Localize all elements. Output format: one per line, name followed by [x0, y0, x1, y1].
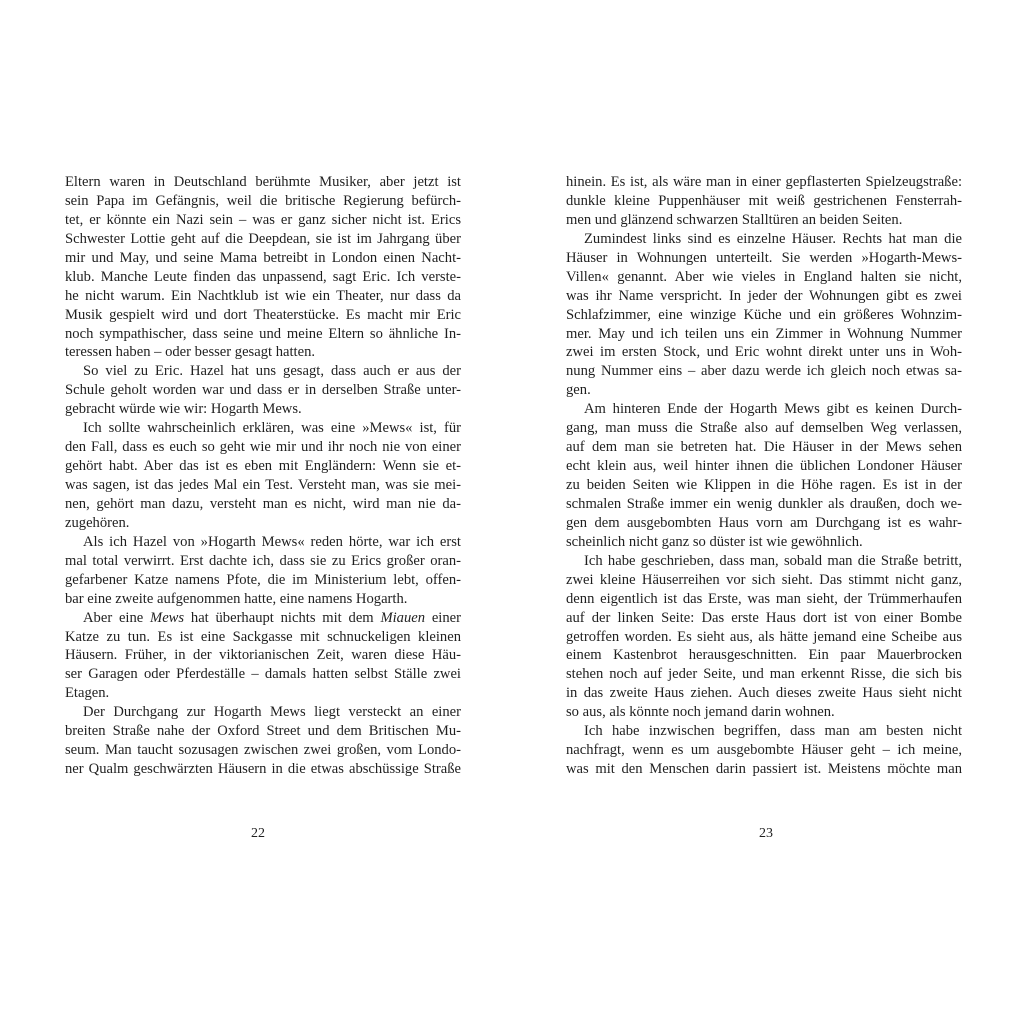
text-line: Zumindest links sind es einzelne Häuser. Rechts hat man die: [584, 230, 962, 247]
text-line: Musik gespielt wird und dort Theaterstücke. Es macht mir Eric: [65, 306, 461, 323]
text-line: den Fall, dass es euch so geht wie mir und ihr noch nie von einer: [65, 439, 461, 456]
text-line: stehen noch auf jeder Seite, und man erkennt Risse, die sich bis: [566, 666, 962, 683]
text-line: mer. May und ich teilen uns ein Zimmer in Wohnung Nummer: [566, 325, 962, 342]
text-line: ser Garagen oder Pferdeställe – damals hatten selbst Ställe zwei: [65, 666, 461, 683]
text-line: he nicht warum. Ein Nachtklub ist wie ein Theater, nur dass da: [65, 287, 461, 304]
text-line: gefarbener Katze namens Pfote, die im Ministerium lebt, offen-: [65, 571, 461, 588]
text-line: auf dem man sie betreten hat. Die Häuser in der Mews sehen: [566, 439, 962, 456]
text-line: So viel zu Eric. Hazel hat uns gesagt, dass auch er aus der: [83, 363, 461, 380]
text-segment: hat überhaupt nichts mit dem: [184, 609, 381, 626]
text-line: mal total verwirrt. Erst dachte ich, dass sie zu Erics großer oran-: [65, 552, 461, 569]
text-line: Etagen.: [65, 685, 110, 702]
text-line: gen dem ausgebombten Haus vorn am Durchgang ist es wahr-: [566, 514, 962, 531]
italic-word: Mews: [150, 609, 185, 626]
italic-word: Miauen: [380, 609, 426, 626]
text-line: Schlafzimmer, eine winzige Küche und ein größeres Wohnzim-: [566, 306, 962, 323]
text-line: denn eigentlich ist das Erste, was man sieht, der Trümmerhaufen: [566, 590, 962, 607]
text-line: nen, gehört man dazu, versteht man es nicht, wird man nie da-: [65, 495, 461, 512]
text-line: echt klein aus, weil hinter ihnen die üblichen Londoner Häuser: [566, 458, 962, 475]
text-line: tet, er könnte ein Nazi sein – was er ganz sicher nicht ist. Erics: [65, 211, 461, 228]
text-line: Am hinteren Ende der Hogarth Mews gibt es keinen Durch-: [584, 401, 962, 418]
text-line: was sagen, ist das jedes Mal ein Test. Versteht man, was sie mei-: [65, 477, 461, 493]
text-line: zu beiden Seiten wie Klippen in die Höhe ragen. Es ist in der: [566, 477, 962, 493]
text-line: Eltern waren in Deutschland berühmte Musiker, aber jetzt ist: [65, 174, 461, 190]
text-line: teressen haben – oder besser gesagt hatten.: [65, 344, 316, 361]
text-line: Schwester Lottie geht auf die Deepdean, sie ist im Jahrgang über: [65, 230, 461, 247]
text-line: gehört habt. Aber das ist es eben mit Engländern: Wenn sie et-: [65, 458, 461, 475]
left-page-text: [65, 173, 461, 779]
text-line: gen.: [566, 382, 591, 399]
text-line: zwei im ersten Stock, und Eric wohnt direkt unter uns in Woh-: [566, 344, 962, 361]
text-line: gang, man muss die Straße also auf demselben Weg verlassen,: [566, 420, 962, 437]
text-line: Häusern. Früher, in der viktorianischen Zeit, waren diese Häu-: [65, 647, 461, 664]
text-line: Häuser in Wohnungen unterteilt. Sie werden »Hogarth-Mews-: [566, 249, 962, 266]
left-page-number: 22: [251, 826, 265, 841]
text-segment: einer: [425, 609, 461, 626]
text-line: Ich sollte wahrscheinlich erklären, was eine »Mews« ist, für: [83, 420, 461, 437]
text-segment: Aber eine: [83, 609, 151, 626]
text-line: bar eine zweite aufgenommen hatte, eine namens Hogarth.: [65, 590, 408, 607]
text-line: seum. Man taucht sozusagen zwischen zwei großen, vom Londo-: [65, 742, 461, 759]
text-line: Katze zu tun. Es ist eine Sackgasse mit schnuckeligen kleinen: [65, 628, 461, 645]
right-page-text: [566, 173, 962, 779]
text-line: in das zweite Haus ziehen. Auch dieses zweite Haus sieht nicht: [566, 685, 962, 702]
text-line: einem Kastenbrot herausgeschnitten. Ein paar Mauerbrocken: [566, 647, 962, 664]
text-line: Ich habe inzwischen begriffen, dass man am besten nicht: [584, 723, 962, 740]
right-page-number: 23: [759, 826, 773, 841]
text-line: dunkle kleine Puppenhäuser mit weiß gestrichenen Fensterrah-: [566, 192, 962, 209]
text-line: Ich habe geschrieben, dass man, sobald man die Straße betritt,: [584, 552, 962, 569]
text-line: was mit den Menschen darin passiert ist. Meistens möchte man: [566, 761, 962, 778]
text-line: nachfragt, wenn es um ausgebombte Häuser geht – ich meine,: [566, 742, 962, 759]
text-line: mir und May, und seine Mama betreibt in London einen Nacht-: [65, 249, 461, 266]
text-line: scheinlich nicht ganz so düster ist wie gewöhnlich.: [566, 533, 863, 550]
text-line: breiten Straße nahe der Oxford Street und dem Britischen Mu-: [65, 723, 461, 740]
text-line: Als ich Hazel von »Hogarth Mews« reden hörte, war ich erst: [83, 533, 461, 550]
text-line: [65, 609, 461, 628]
text-line: Villen« genannt. Aber wie vieles in England halten sie nicht,: [566, 268, 962, 285]
text-line: zugehören.: [65, 514, 130, 531]
text-line: men und glänzend schwarzen Stalltüren an beiden Seiten.: [566, 211, 903, 228]
text-line: klub. Manche Leute finden das unpassend, sagt Eric. Ich verste-: [65, 268, 461, 285]
text-line: so aus, als könnte noch jemand darin wohnen.: [566, 704, 835, 721]
text-line: hinein. Es ist, als wäre man in einer gepflasterten Spielzeugstraße:: [566, 174, 962, 190]
text-line: noch sympathischer, dass seine und meine Eltern so ähnliche In-: [65, 325, 461, 342]
text-line: was ihr Name verspricht. In jeder der Wohnungen gibt es zwei: [566, 287, 962, 304]
text-line: Der Durchgang zur Hogarth Mews liegt versteckt an einer: [83, 704, 461, 721]
text-line: nung Nummer eins – aber dazu werde ich gleich noch etwas sa-: [566, 363, 962, 380]
text-line: Schule geholt worden war und dass er in derselben Straße unter-: [65, 382, 461, 399]
text-line: ner Qualm geschwärzten Häusern in die etwas abschüssige Straße: [65, 761, 461, 778]
text-line: getroffen worden. Es sieht aus, als hätte jemand eine Scheibe aus: [566, 628, 962, 645]
text-line: schmalen Straße immer ein wenig dunkler als draußen, doch we-: [566, 495, 962, 512]
text-line: sein Papa im Gefängnis, weil die britische Regierung befürch-: [65, 192, 461, 209]
text-line: gebracht würde wie wir: Hogarth Mews.: [65, 401, 302, 418]
text-line: auf der linken Seite: Das erste Haus dort ist von einer Bombe: [566, 609, 962, 626]
text-line: zwei kleine Häuserreihen vor sich sieht. Das stimmt nicht ganz,: [566, 571, 962, 588]
